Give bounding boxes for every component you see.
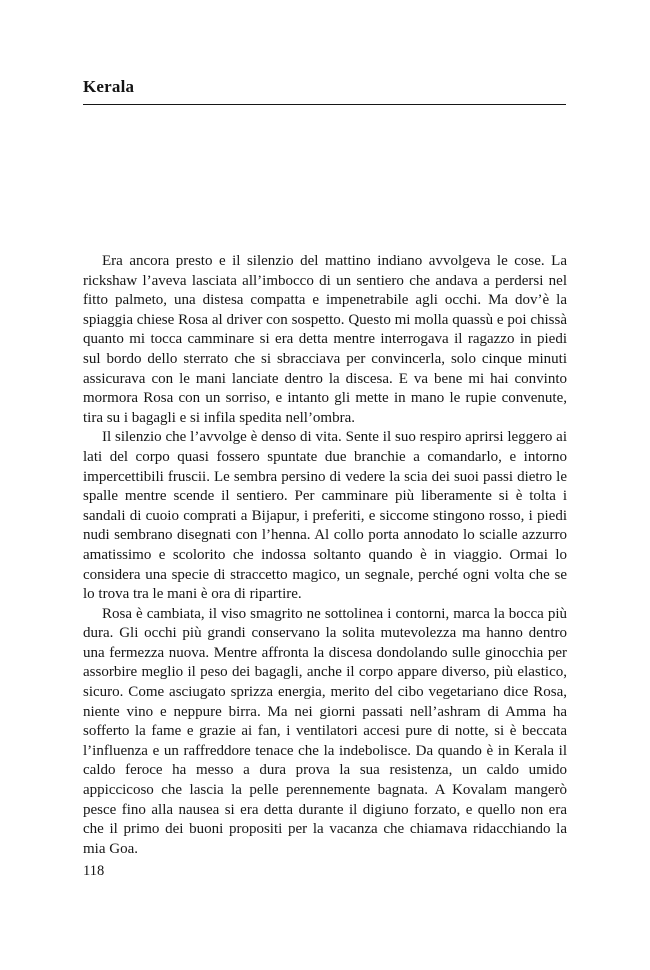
running-head — [83, 77, 566, 105]
chapter-title: Kerala — [83, 77, 135, 96]
body-text — [83, 252, 567, 859]
paragraph: Rosa è cambiata, il viso smagrito ne sottolinea i contorni, marca la bocca più dura. Gli occhi più grandi conservano la solita mutevolezza ma hanno dentro una fermezza nuova. Mentre affronta la discesa dondolando sulle ginocchia per assorbire meglio il peso dei bagagli, anche il corpo appare diverso, più elastico, sicuro. Come asciugato sprizza energia, merito del cibo vegetariano dice Rosa, niente vino e neppure birra. Ma nei giorni passati nell’ashram di Amma ha sofferto la fame e grazie ai fan, i ventilatori accesi pure di notte, si è beccata l’influenza e un raffreddore tenace che la indebolisce. Da quando è in Kerala il caldo feroce ha messo a dura prova la sua resistenza, un caldo umido appiccicoso che lascia la pelle perennemente bagnata. A Kovalam mangerò pesce fino alla nausea si era detta durante il digiuno forzato, e quello non era che il primo dei buoni propositi per la vacanza che chiamava ridacchiando la mia Goa. — [83, 605, 567, 857]
paragraph: Era ancora presto e il silenzio del mattino indiano avvolgeva le cose. La rickshaw l’aveva lasciata all’imbocco di un sentiero che andava a perdersi nel fitto palmeto, una distesa compatta e impenetrabile agli occhi. Ma dov’è la spiaggia chiese Rosa al driver con sospetto. Questo mi molla quassù e poi chissà quanto mi tocca camminare si era detta mentre interrogava il ragazzo in piedi sul bordo dello sterrato che si sbracciava per convincerla, solo cinque minuti assicurava con le mani lanciate dentro la discesa. E va bene mi hai convinto mormora Rosa con un sorriso, e intanto gli mette in mano le rupie convenute, tira su i bagagli e si infila spedita nell’ombra. — [83, 253, 567, 426]
page-number: 118 — [83, 863, 105, 879]
paragraph: Il silenzio che l’avvolge è denso di vita. Sente il suo respiro aprirsi leggero ai lati del corpo quasi fossero spuntate due branchie a comandarlo, e intorno impercettibili fruscii. Le sembra persino di vedere la scia dei suoi passi dietro le spalle mentre scende il sentiero. Per camminare più liberamente si è tolta i sandali di cuoio comprati a Bijapur, i preferiti, e siccome stingono rosso, i piedi nudi sembrano disegnati con l’henna. Al collo porta annodato lo scialle azzurro amatissimo e scolorito che indossa soltanto quando è in viaggio. Ormai lo considera una specie di straccetto magico, un segnale, perché ogni volta che se lo trova tra le mani è ora di ripartire. — [83, 429, 567, 603]
